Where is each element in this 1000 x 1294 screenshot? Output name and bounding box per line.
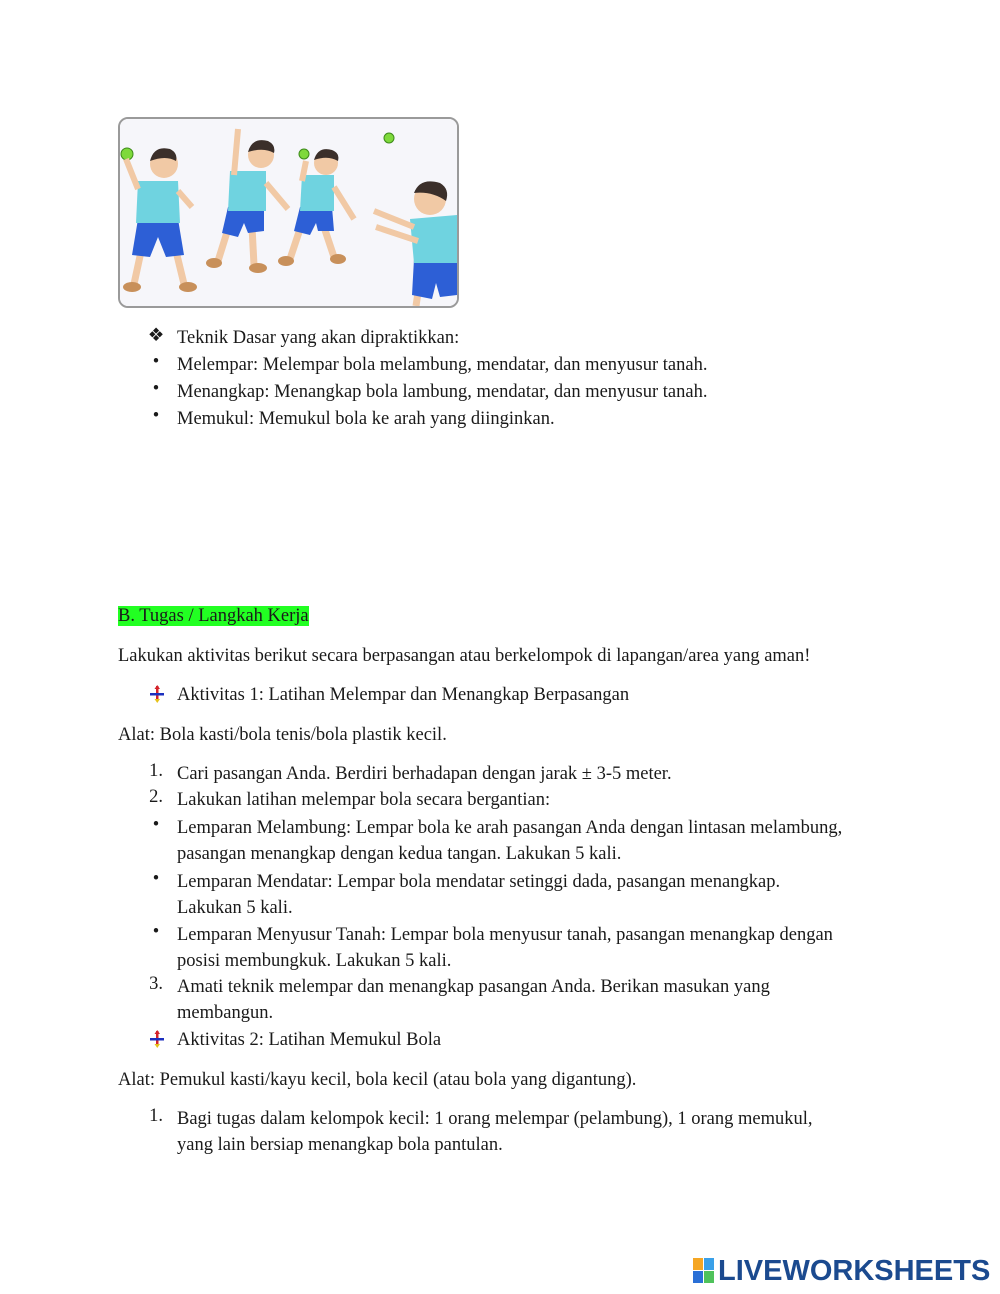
children-playing-ball-image [120, 119, 457, 306]
bullet-icon: • [152, 815, 160, 835]
step-text: Lemparan Mendatar: Lempar bola mendatar setinggi dada, pasangan menangkap. [177, 872, 781, 892]
step-text-continued: posisi membungkuk. Lakukan 5 kali. [177, 951, 452, 971]
step-text-continued: membangun. [177, 1003, 274, 1023]
activity-2-title: Aktivitas 2: Latihan Memukul Bola [177, 1030, 442, 1050]
section-b-heading-text: B. Tugas / Langkah Kerja [118, 606, 309, 626]
activity-1-title: Aktivitas 1: Latihan Melempar dan Menangkap Berpasangan [177, 685, 630, 705]
step-number: 3. [149, 974, 163, 994]
step-text: Lemparan Melambung: Lempar bola ke arah pasangan Anda dengan lintasan melambung, [177, 818, 843, 838]
bullet-icon: • [152, 922, 160, 942]
liveworksheets-logo-icon [693, 1258, 715, 1284]
liveworksheets-logo-text: LIVEWORKSHEETS [718, 1254, 991, 1287]
section-b-heading [118, 603, 309, 629]
ball-1-icon [121, 148, 133, 160]
illustration-children-throwing-ball [118, 117, 459, 308]
activity-1-tools: Alat: Bola kasti/bola tenis/bola plastik kecil. [118, 725, 447, 745]
four-way-arrow-icon [148, 1030, 166, 1048]
step-number: 2. [149, 787, 163, 807]
intro-item: Menangkap: Menangkap bola lambung, mendatar, dan menyusur tanah. [177, 382, 708, 402]
step-text-continued: pasangan menangkap dengan kedua tangan. Lakukan 5 kali. [177, 844, 622, 864]
step-text: Lakukan latihan melempar bola secara bergantian: [177, 790, 551, 810]
section-b-instruction: Lakukan aktivitas berikut secara berpasangan atau berkelompok di lapangan/area yang aman! [118, 646, 811, 666]
step-text: Cari pasangan Anda. Berdiri berhadapan dengan jarak ± 3-5 meter. [177, 764, 672, 784]
step-text-continued: yang lain bersiap menangkap bola pantulan. [177, 1135, 503, 1155]
intro-item: Memukul: Memukul bola ke arah yang diinginkan. [177, 409, 555, 429]
step-number: 1. [149, 1106, 163, 1126]
ball-3-icon [384, 133, 394, 143]
step-text: Amati teknik melempar dan menangkap pasangan Anda. Berikan masukan yang [177, 977, 770, 997]
step-number: 1. [149, 761, 163, 781]
bullet-icon: • [152, 379, 160, 399]
step-text: Bagi tugas dalam kelompok kecil: 1 orang melempar (pelambung), 1 orang memukul, [177, 1109, 813, 1129]
ball-2-icon [299, 149, 309, 159]
intro-heading: Teknik Dasar yang akan dipraktikkan: [177, 328, 460, 348]
step-text-continued: Lakukan 5 kali. [177, 898, 293, 918]
liveworksheets-logo[interactable] [693, 1256, 990, 1286]
activity-2-tools: Alat: Pemukul kasti/kayu kecil, bola kecil (atau bola yang digantung). [118, 1070, 637, 1090]
four-way-arrow-icon [148, 685, 166, 703]
bullet-icon: • [152, 406, 160, 426]
bullet-icon: • [152, 352, 160, 372]
bullet-icon: • [152, 869, 160, 889]
step-text: Lemparan Menyusur Tanah: Lempar bola menyusur tanah, pasangan menangkap dengan [177, 925, 833, 945]
intro-item: Melempar: Melempar bola melambung, mendatar, dan menyusur tanah. [177, 355, 708, 375]
diamond-bullet-icon: ❖ [147, 326, 165, 346]
